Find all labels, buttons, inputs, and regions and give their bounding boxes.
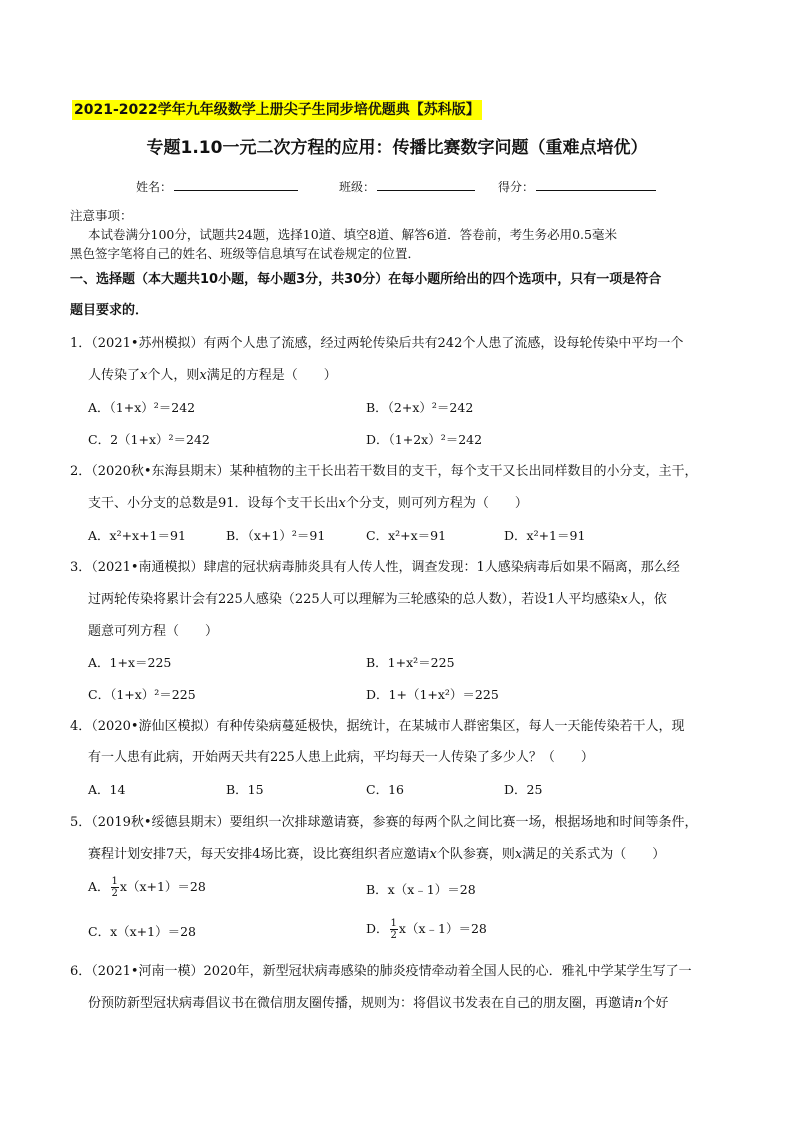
score-label: 得分： xyxy=(498,180,535,194)
q1-stem-line-1: 1．（2021•苏州模拟）有两个人患了流感，经过两轮传染后共有242个人患了流感，设每轮传染中平均一个 xyxy=(70,336,684,351)
fraction-half xyxy=(390,918,398,941)
class-label: 班级： xyxy=(339,180,376,194)
q5-option-b[interactable]: B．x（x﹣1）＝28 xyxy=(366,882,476,897)
q1-text-c: 满足的方程是（ ） xyxy=(206,368,337,383)
q5-stem-line-1: 5．（2019秋•绥德县期末）要组织一次排球邀请赛，参赛的每两个队之间比赛一场，根据场地和时间等条件， xyxy=(70,815,698,830)
q5-text-a: 赛程计划安排7天，每天安排4场比赛，设比赛组织者应邀请 xyxy=(88,847,430,862)
q1-text-b: 个人，则 xyxy=(147,368,200,383)
option-letter: A． xyxy=(88,879,110,894)
name-blank[interactable] xyxy=(174,177,298,191)
notes-line-2: 黑色签字笔将自己的姓名、班级等信息填写在试卷规定的位置． xyxy=(70,246,421,261)
q3-text-b: 人，依 xyxy=(627,592,667,607)
q6-text-b: 个好 xyxy=(642,996,669,1011)
q4-option-a[interactable]: A．14 xyxy=(88,782,126,797)
q1-text-a: 人传染了 xyxy=(88,368,141,383)
q6-stem-line-2 xyxy=(88,994,668,1014)
class-blank[interactable] xyxy=(377,177,475,191)
q5-text-b: 个队参赛，则 xyxy=(436,847,515,862)
q5-option-d[interactable] xyxy=(366,918,487,941)
q5-option-a[interactable] xyxy=(88,876,206,899)
q4-option-d[interactable]: D．25 xyxy=(504,782,543,797)
q3-stem-line-1: 3．（2021•南通模拟）肆虐的冠状病毒肺炎具有人传人性，调查发现：1人感染病毒后如果不隔离，那么经 xyxy=(70,560,680,575)
q2-option-a[interactable]: A．x²+x+1＝91 xyxy=(88,528,186,543)
var-x: x xyxy=(620,592,628,607)
fraction-numerator: 1 xyxy=(390,918,397,929)
q1-stem-line-2 xyxy=(88,366,337,386)
score-field[interactable] xyxy=(498,177,656,196)
var-x: x xyxy=(199,368,207,383)
fraction-denominator: 2 xyxy=(111,888,118,899)
q4-stem-line-1: 4．（2020•游仙区模拟）有种传染病蔓延极快，据统计，在某城市人群密集区，每人一天能传染若干人，现 xyxy=(70,719,685,734)
q2-stem-line-1: 2．（2020秋•东海县期末）某种植物的主干长出若干数目的支干，每个支干又长出同样数目的小分支，主干， xyxy=(70,464,698,479)
q3-text-a: 过两轮传染将累计会有225人感染（225人可以理解为三轮感染的总人数），若设1人平均感染 xyxy=(88,592,621,607)
notes-line-1: 本试卷满分100分，试题共24题，选择10道、填空8道、解答6道．答卷前，考生务必用0.5毫米 xyxy=(88,227,617,242)
q3-option-d[interactable]: D．1+（1+x²）＝225 xyxy=(366,687,499,702)
q2-text-a: 支干、小分支的总数是91．设每个支干长出 xyxy=(88,496,339,511)
q3-stem-line-3: 题意可列方程（ ） xyxy=(88,624,219,639)
page-title: 专题1.10一元二次方程的应用：传播比赛数字问题（重难点培优） xyxy=(146,138,648,158)
option-letter: D． xyxy=(366,921,389,936)
q5-stem-line-2 xyxy=(88,845,665,865)
var-x: x xyxy=(429,847,437,862)
series-banner: 2021-2022学年九年级数学上册尖子生同步培优题典【苏科版】 xyxy=(74,102,480,118)
option-text: x（x﹣1）＝28 xyxy=(398,921,487,936)
q2-option-c[interactable]: C．x²+x＝91 xyxy=(366,528,447,543)
section-heading-line-2: 题目要求的． xyxy=(70,303,149,318)
var-x: x xyxy=(514,847,523,862)
q3-option-b[interactable]: B．1+x²＝225 xyxy=(366,655,455,670)
q4-option-b[interactable]: B．15 xyxy=(226,782,264,797)
q2-option-b[interactable]: B．（x+1）²＝91 xyxy=(226,528,326,543)
section-heading-line-1: 一、选择题（本大题共10小题，每小题3分，共30分）在每小题所给出的四个选项中，只有一项是符合 xyxy=(70,272,662,287)
fraction-numerator: 1 xyxy=(111,876,118,887)
q3-option-a[interactable]: A．1+x＝225 xyxy=(88,655,172,670)
var-n: n xyxy=(634,996,643,1011)
notes-heading: 注意事项： xyxy=(70,208,133,223)
var-x: x xyxy=(140,368,148,383)
score-blank[interactable] xyxy=(536,177,656,191)
q6-text-a: 份预防新型冠状病毒倡议书在微信朋友圈传播，规则为：将倡议书发表在自己的朋友圈，再邀请 xyxy=(88,996,635,1011)
q2-option-d[interactable]: D．x²+1＝91 xyxy=(504,528,586,543)
class-field[interactable] xyxy=(339,177,475,196)
var-x: x xyxy=(338,496,346,511)
q1-option-d[interactable]: D．（1+2x）²＝242 xyxy=(366,432,483,447)
fraction-half xyxy=(111,876,119,899)
q2-text-b: 个分支，则可列方程为（ ） xyxy=(345,496,528,511)
fraction-denominator: 2 xyxy=(390,930,397,941)
q4-stem-line-2: 有一人患有此病，开始两天共有225人患上此病，平均每天一人传染了多少人？（ ） xyxy=(88,750,594,765)
q1-option-b[interactable]: B．（2+x）²＝242 xyxy=(366,400,474,415)
name-field[interactable] xyxy=(136,177,298,196)
option-text: x（x+1）＝28 xyxy=(119,879,206,894)
q5-text-c: 满足的关系式为（ ） xyxy=(522,847,666,862)
q1-option-c[interactable]: C．2（1+x）²＝242 xyxy=(88,432,210,447)
q3-option-c[interactable]: C．（1+x）²＝225 xyxy=(88,687,196,702)
q2-stem-line-2 xyxy=(88,494,528,514)
q1-option-a[interactable]: A．（1+x）²＝242 xyxy=(88,400,196,415)
q4-option-c[interactable]: C．16 xyxy=(366,782,404,797)
q6-stem-line-1: 6．（2021•河南一模）2020年，新型冠状病毒感染的肺炎疫情牵动着全国人民的心．雅礼中学某学生写了一 xyxy=(70,964,692,979)
q3-stem-line-2 xyxy=(88,590,667,610)
name-label: 姓名： xyxy=(136,180,173,194)
q5-option-c[interactable]: C．x（x+1）＝28 xyxy=(88,924,196,939)
